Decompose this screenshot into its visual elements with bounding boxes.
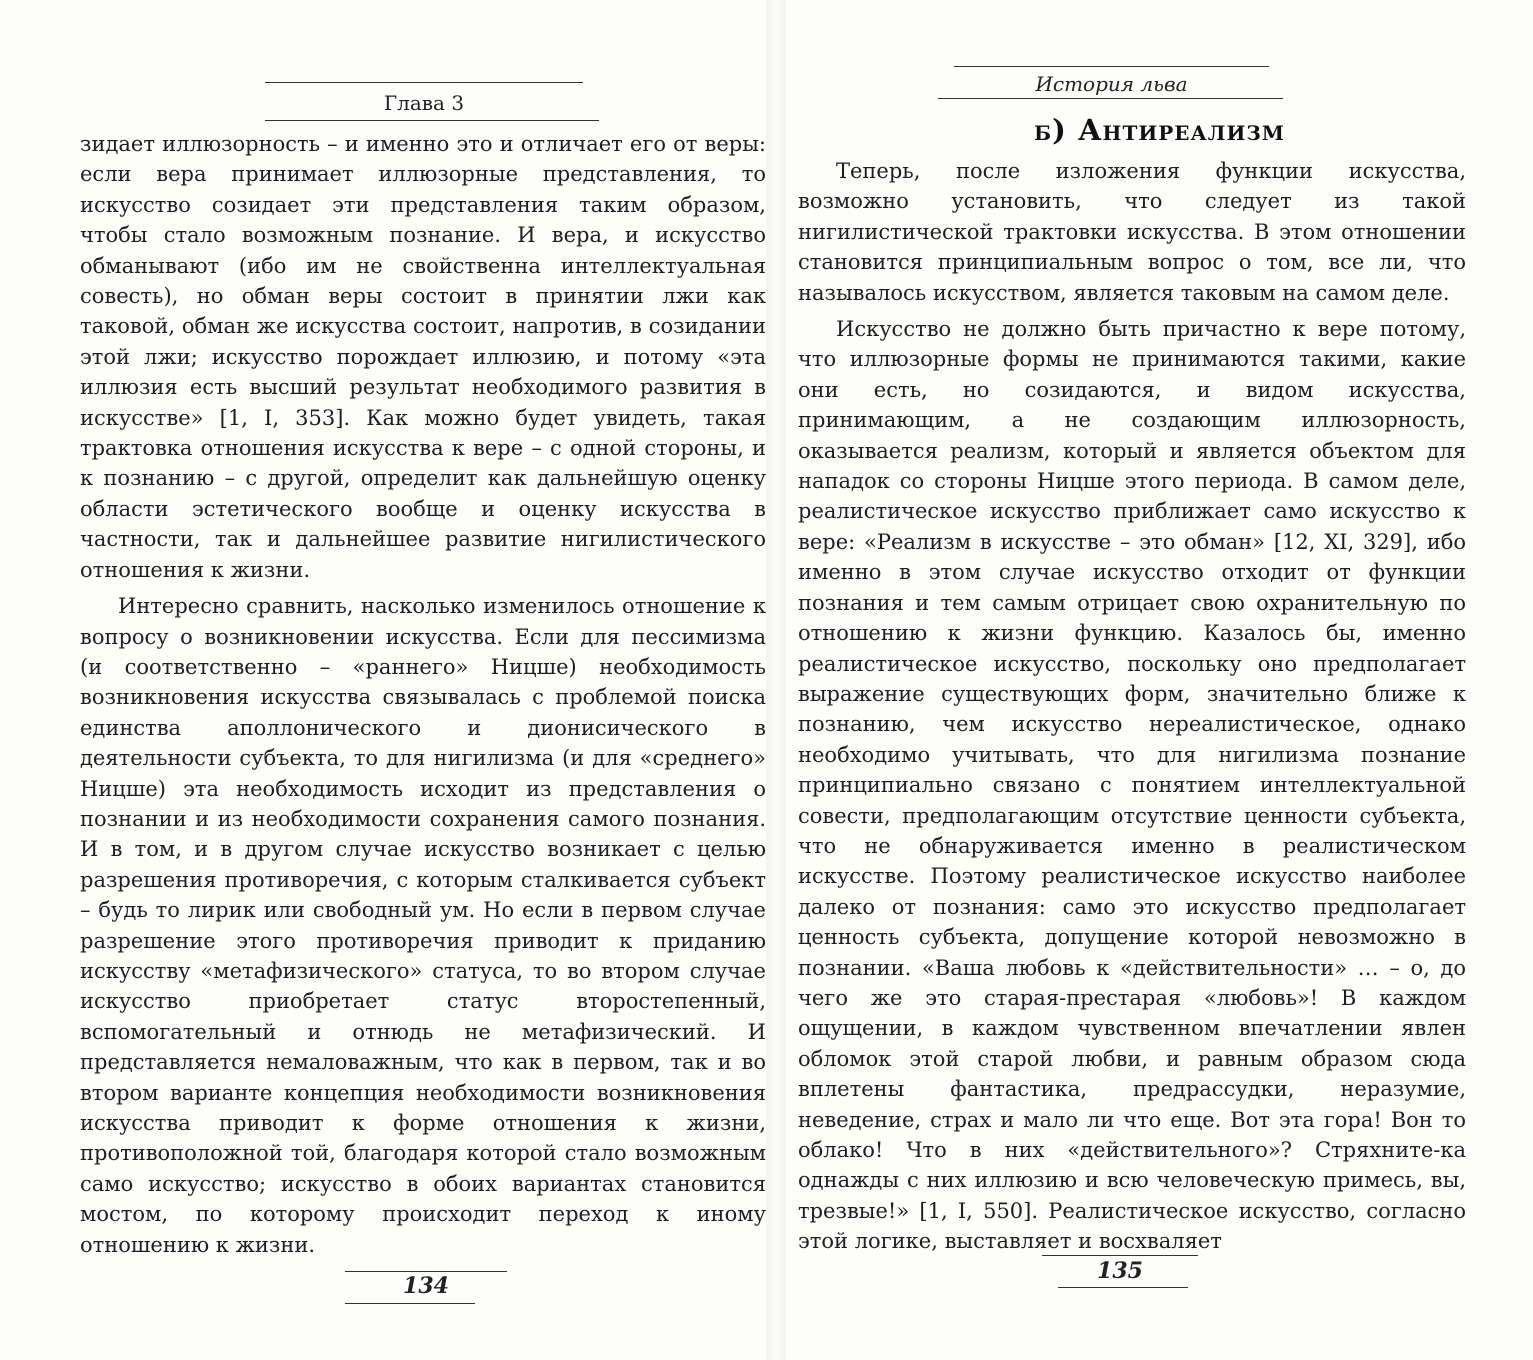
book-gutter xyxy=(766,0,786,1360)
footer-rule-top xyxy=(1042,1255,1198,1256)
footer-rule-bottom xyxy=(345,1303,475,1304)
left-page-body xyxy=(80,129,766,1260)
header-rule-bottom xyxy=(265,120,599,121)
footer-rule-bottom xyxy=(1058,1287,1188,1288)
section-heading xyxy=(786,110,1533,150)
running-head-left: Глава 3 xyxy=(383,91,465,115)
header-rule-top xyxy=(265,82,583,83)
paragraph: Интересно сравнить, насколько изменилось отношение к вопросу о возникновении искусства. Если для пессимизма (и соответственно – «раннего» Ницше) необходимость возникновения искусства связывалась с проблемой поиска единства аполлонического и дионисического в деятельности субъекта, то для нигилизма (и для «среднего» Ницше) эта необходимость исходит из представления о познании и из необходимости сохранения самого познания. И в том, и в другом случае искусство возникает с целью разрешения противоречия, с которым сталкивается субъект – будь то лирик или свободный ум. Но если в первом случае разрешение этого противоречия приводит к приданию искусству «метафизического» статуса, то во втором случае искусство приобретает статус второстепенный, вспомогательный и отнюдь не метафизический. И представляется немаловажным, что как в первом, так и во втором варианте концепция необходимости возникновения искусства приводит к форме отношения к жизни, противоположной той, благодаря которой стало возможным само искусство; искусство в обоих вариантах становится мостом, по которому происходит переход к иному отношению к жизни. xyxy=(80,594,766,1257)
header-rule-bottom xyxy=(938,98,1283,99)
page-number-left: 134 xyxy=(403,1273,449,1299)
right-page-body xyxy=(798,156,1466,1257)
page-number-right: 135 xyxy=(1097,1258,1143,1284)
paragraph: Теперь, после изложения функции искусства, возможно установить, что следует из такой нигилистической трактовки искусства. В этом отношении становится принципиальным вопрос о том, все ли, что называлось искусством, является таковым на самом деле. xyxy=(798,159,1466,305)
header-rule-top xyxy=(954,66,1269,67)
paragraph: Искусство не должно быть причастно к вере потому, что иллюзорные формы не принимаются такими, какие они есть, но созидаются, и видом искусства, принимающим, а не создающим иллюзорность, оказывается реализм, который и является объектом для нападок со стороны Ницше этого периода. В самом деле, реалистическое искусство приближает само искусство к вере: «Реализм в искусстве – это обман» [12, XI, 329], ибо именно в этом случае искусство отходит от функции познания и тем самым отрицает свою охранительную по отношению к жизни функцию. Казалось бы, именно реалистическое искусство, поскольку оно предполагает выражение существующих форм, значительно ближе к познанию, чем искусство нереалистическое, однако необходимо учитывать, что для нигилизма познание принципиально связано с понятием интеллектуальной совести, предполагающим отсутствие ценности субъекта, что не обнаруживается именно в реалистическом искусстве. Поэтому реалистическое искусство наиболее далеко от познания: само это искусство предполагает ценность субъекта, допущение которой невозможно в познании. «Ваша любовь к «действительности» … – о, до чего же это старая-престарая «любовь»! В каждом ощущении, в каждом чувственном впечатлении явлен обломок этой старой любви, и равным образом сюда вплетены фантастика, предрассудки, неразумие, неведение, страх и мало ли что еще. Вот эта гора! Вон то облако! Что в них «действительного»? Стряхните-ка однажды с них иллюзию и всю человеческую примесь, вы, трезвые!» [1, I, 550]. Реалистическое искусство, согласно этой логике, выставляет и восхваляет xyxy=(798,317,1466,1254)
right-page xyxy=(786,0,1533,1360)
paragraph: зидает иллюзорность – и именно это и отличает его от веры: если вера принимает иллюзорные представления, то искусство созидает эти представления таким образом, чтобы стало возможным познание. И вера, и искусство обманывают (ибо им не свойственна интеллектуальная совесть), но обман веры состоит в принятии лжи как таковой, обман же искусства состоит, напротив, в созидании этой лжи; искусство порождает иллюзию, и потому «эта иллюзия есть высший результат необходимого развития в искусстве» [1, I, 353]. Как можно будет увидеть, такая трактовка отношения искусства к вере – с одной стороны, и к познанию – с другой, определит как дальнейшую оценку области эстетического вообще и оценку искусства в частности, так и дальнейшее развитие нигилистического отношения к жизни. xyxy=(80,132,766,582)
left-page xyxy=(0,0,766,1360)
section-heading-text: б) Антиреализм xyxy=(1034,113,1285,147)
running-head-right: История льва xyxy=(1035,72,1188,96)
